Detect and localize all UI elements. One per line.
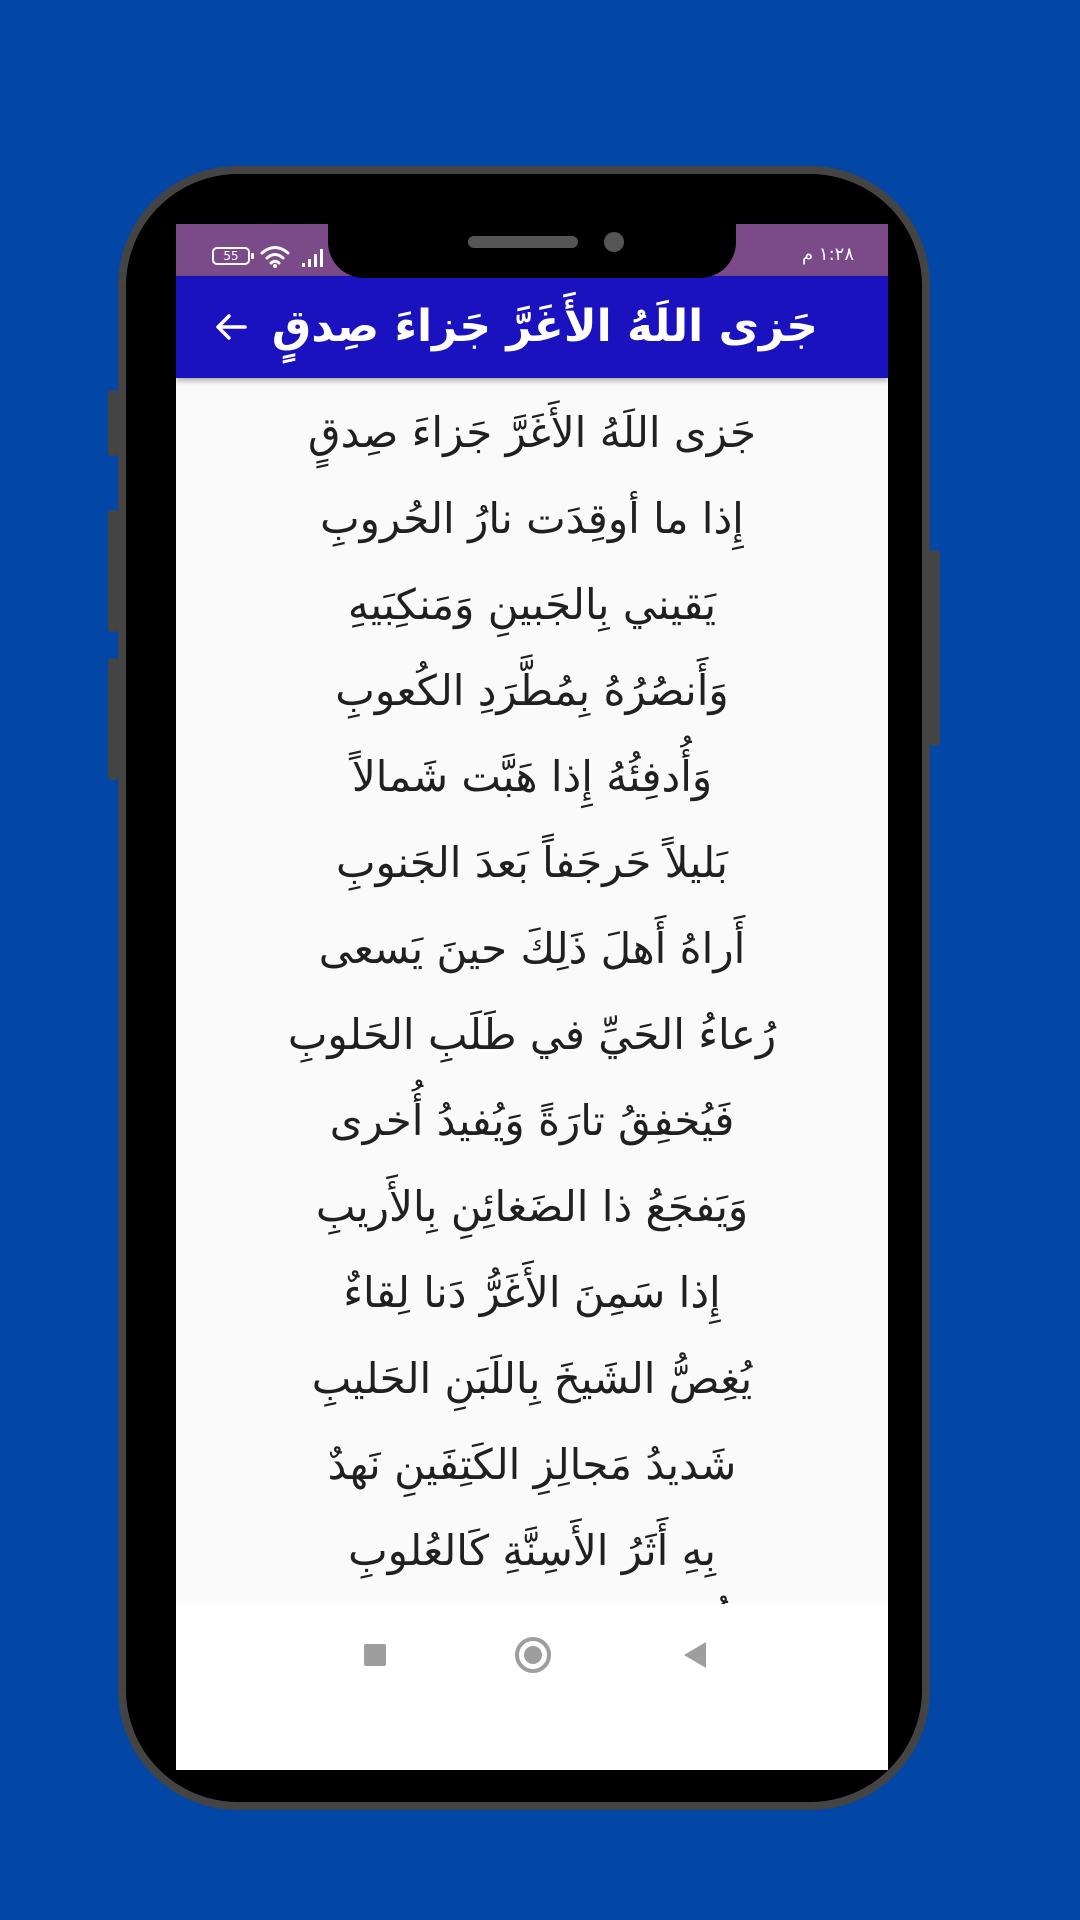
- poem-verse: شَديدُ مَجالِزِ الكَتِفَينِ نَهدٌ: [327, 1440, 737, 1489]
- battery-level: 55: [223, 249, 239, 263]
- poem-verse: فَيُخفِقُ تارَةً وَيُفيدُ أُخرى: [329, 1096, 735, 1145]
- phone-side-button-volume-down: [108, 658, 118, 780]
- screen: [176, 224, 888, 1770]
- status-time: ١:٢٨ م: [802, 244, 854, 265]
- signal-icon: [300, 245, 328, 267]
- poem-verse: جَزى اللَهُ الأَغَرَّ جَزاءَ صِدقٍ: [308, 408, 756, 457]
- battery-icon: [212, 247, 250, 265]
- poem-verse: وَأُدفِئُهُ إِذا هَبَّت شَمالاً: [351, 752, 713, 801]
- phone-side-button-volume-up: [108, 510, 118, 632]
- front-camera: [604, 232, 624, 252]
- phone-side-button-power: [930, 550, 940, 746]
- poem-verse: رُعاءُ الحَيِّ في طَلَبِ الحَلوبِ: [287, 1010, 777, 1059]
- recents-square-icon[interactable]: [364, 1644, 386, 1666]
- home-circle-icon[interactable]: [515, 1637, 551, 1673]
- phone-frame: [118, 166, 930, 1810]
- poem-content[interactable]: [176, 378, 888, 1604]
- poem-verse: إِذا ما أوقِدَت نارُ الحُروبِ: [320, 494, 744, 543]
- status-icons: [212, 244, 328, 268]
- arrow-left-icon: [214, 312, 248, 342]
- navigation-bar: [176, 1604, 888, 1770]
- page-title: جَزى اللَهُ الأَغَرَّ جَزاءَ صِدقٍ: [271, 301, 818, 352]
- speaker-grille: [468, 236, 578, 248]
- poem-verse: وَيَفجَعُ ذا الضَغائِنِ بِالأَريبِ: [315, 1182, 749, 1231]
- app-bar: [176, 276, 888, 378]
- phone-side-button-mute: [108, 390, 118, 456]
- back-button[interactable]: [206, 302, 256, 352]
- poem-verse: وَأَنصُرُهُ بِمُطَّرَدِ الكُعوبِ: [335, 666, 729, 715]
- poem-verse: يُغِصُّ الشَيخَ بِاللَبَنِ الحَليبِ: [311, 1354, 753, 1403]
- poem-verse: يَقيني بِالجَبينِ وَمَنكِبَيهِ: [347, 580, 717, 629]
- wifi-icon: [260, 244, 290, 268]
- camera-notch: [328, 224, 736, 278]
- poem-verse: إِذا سَمِنَ الأَغَرُّ دَنا لِقاءٌ: [343, 1268, 721, 1317]
- back-triangle-icon[interactable]: [684, 1642, 706, 1668]
- poem-verse: بَليلاً حَرجَفاً بَعدَ الجَنوبِ: [335, 838, 728, 887]
- poem-verse: أَراهُ أَهلَ ذَلِكَ حينَ يَسعى: [318, 924, 746, 973]
- poem-verse: بِهِ أَثَرُ الأَسِنَّةِ كَالعُلوبِ: [348, 1526, 716, 1575]
